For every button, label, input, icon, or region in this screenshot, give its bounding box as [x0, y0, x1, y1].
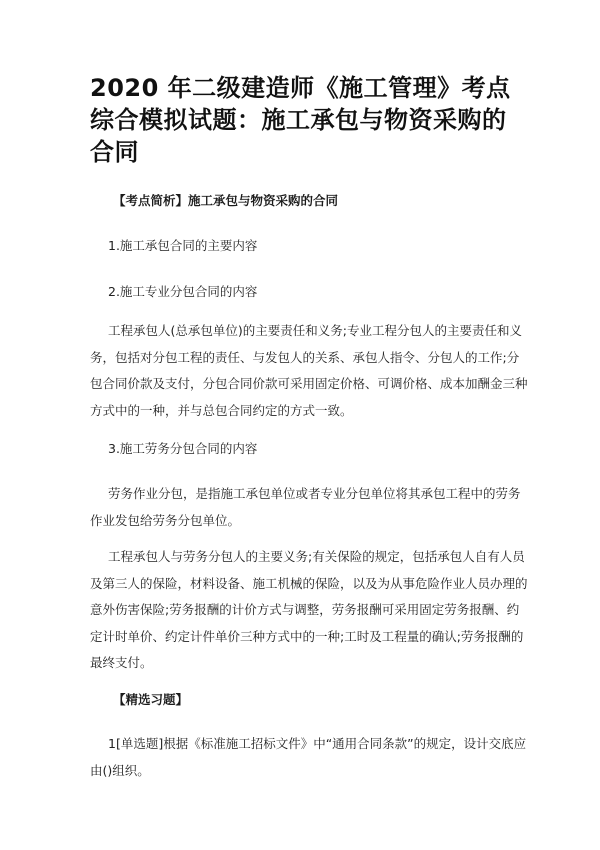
title-line-2: 综合模拟试题：施工承包与物资采购的: [90, 106, 507, 134]
paragraph-line: 包合同价款及支付，分包合同价款可采用固定价格、可调价格、成本加酬金三种: [90, 376, 528, 391]
list-item-2: 2.施工专业分包合同的内容: [108, 284, 258, 299]
paragraph-labor-duties: [90, 544, 528, 677]
paragraph-line: 及第三人的保险，材料设备、施工机械的保险，以及为从事危险作业人员办理的: [90, 575, 528, 591]
paragraph-line: 劳务作业分包，是指施工承包单位或者专业分包单位将其承包工程中的劳务: [108, 486, 521, 501]
question-line: 由()组织。: [90, 762, 150, 778]
paragraph-subcontract-duties: [90, 318, 528, 424]
paragraph-line: 工程承包人与劳务分包人的主要义务;有关保险的规定，包括承包人自有人员: [108, 549, 525, 564]
paragraph-line: 方式中的一种，并与总包合同约定的方式一致。: [90, 402, 353, 418]
paragraph-line: 工程承包人(总承包单位)的主要责任和义务;专业工程分包人的主要责任和义: [108, 323, 522, 338]
paragraph-line: 务，包括对分包工程的责任、与发包人的关系、承包人指令、分包人的工作;分: [90, 349, 520, 365]
list-item-1: 1.施工承包合同的主要内容: [108, 238, 258, 253]
title-line-1: 2020 年二级建造师《施工管理》考点: [90, 74, 511, 102]
paragraph-line: 意外伤害保险;劳务报酬的计价方式与调整，劳务报酬可采用固定劳务报酬、约: [90, 602, 520, 617]
section-heading-analysis: 【考点简析】施工承包与物资采购的合同: [113, 193, 339, 208]
page-title: [90, 72, 520, 168]
paragraph-labor-subcontract: [90, 481, 520, 534]
paragraph-line: 最终支付。: [90, 655, 153, 670]
paragraph-line: 定计时单价、约定计件单价三种方式中的一种;工时及工程量的确认;劳务报酬的: [90, 628, 524, 644]
question-1: [90, 731, 527, 784]
list-item-3: 3.施工劳务分包合同的内容: [108, 441, 258, 456]
paragraph-line: 作业发包给劳务分包单位。: [90, 512, 241, 528]
section-heading-exercises: 【精选习题】: [113, 692, 189, 707]
title-line-3: 合同: [90, 138, 139, 166]
question-line: 1[单选题]根据《标准施工招标文件》中“通用合同条款”的规定，设计交底应: [108, 736, 527, 751]
